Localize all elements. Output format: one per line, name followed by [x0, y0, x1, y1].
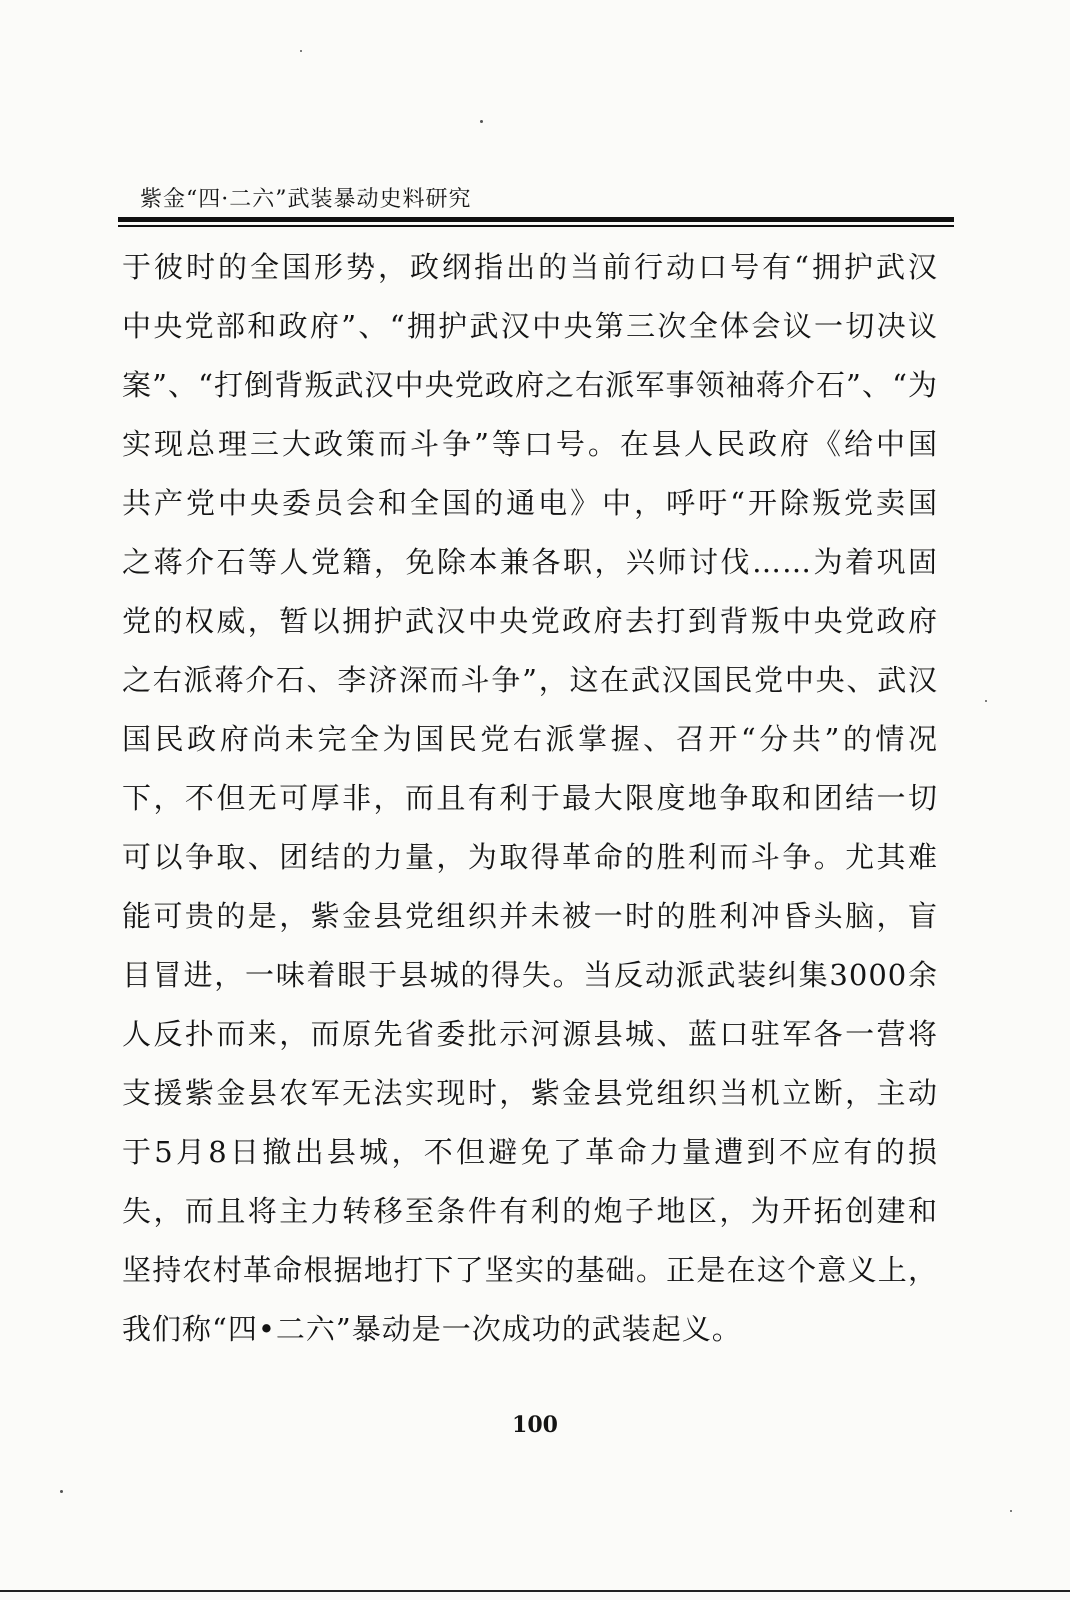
- text-line-4: 实现总理三大政策而斗争”等口号。在县人民政府《给中国: [122, 427, 938, 461]
- text-line-7: 党的权威，暂以拥护武汉中央党政府去打到背叛中央党政府: [122, 604, 938, 638]
- scan-speck: [985, 700, 987, 702]
- page-number: 100: [512, 1412, 558, 1438]
- scan-speck: [300, 50, 302, 52]
- scan-speck: [1010, 1510, 1012, 1512]
- header-rule-thin: [118, 225, 954, 227]
- scan-speck: [480, 120, 483, 123]
- text-line-6: 之蒋介石等人党籍，免除本兼各职，兴师讨伐……为着巩固: [122, 545, 938, 579]
- text-line-10: 下，不但无可厚非，而且有利于最大限度地争取和团结一切: [122, 781, 938, 815]
- text-line-19: 我们称“四•二六”暴动是一次成功的武装起义。: [122, 1312, 742, 1346]
- text-line-12: 能可贵的是，紫金县党组织并未被一时的胜利冲昏头脑，盲: [122, 899, 938, 933]
- text-line-13: 目冒进，一味着眼于县城的得失。当反动派武装纠集3000余: [122, 958, 938, 992]
- text-line-14: 人反扑而来，而原先省委批示河源县城、蓝口驻军各一营将: [122, 1017, 938, 1051]
- text-line-8: 之右派蒋介石、李济深而斗争”，这在武汉国民党中央、武汉: [122, 663, 938, 697]
- scan-edge-line: [0, 1590, 1070, 1592]
- body-paragraph: [122, 238, 938, 1359]
- text-line-5: 共产党中央委员会和全国的通电》中，呼吁“开除叛党卖国: [122, 486, 938, 520]
- text-line-3: 案”、“打倒背叛武汉中央党政府之右派军事领袖蒋介石”、“为: [122, 368, 938, 402]
- text-line-1: 于彼时的全国形势，政纲指出的当前行动口号有“拥护武汉: [122, 250, 938, 284]
- text-line-18: 坚持农村革命根据地打下了坚实的基础。正是在这个意义上，: [122, 1253, 938, 1287]
- text-line-16: 于5月8日撤出县城，不但避免了革命力量遭到不应有的损: [122, 1135, 938, 1169]
- text-line-11: 可以争取、团结的力量，为取得革命的胜利而斗争。尤其难: [122, 840, 938, 874]
- text-line-2: 中央党部和政府”、“拥护武汉中央第三次全体会议一切决议: [122, 309, 938, 343]
- text-line-17: 失，而且将主力转移至条件有利的炮子地区，为开拓创建和: [122, 1194, 938, 1228]
- scan-speck: [60, 1490, 63, 1493]
- text-line-15: 支援紫金县农军无法实现时，紫金县党组织当机立断，主动: [122, 1076, 938, 1110]
- running-header-title: 紫金“四·二六”武装暴动史料研究: [140, 187, 472, 212]
- text-line-9: 国民政府尚未完全为国民党右派掌握、召开“分共”的情况: [122, 722, 938, 756]
- header-rule-thick: [118, 217, 954, 222]
